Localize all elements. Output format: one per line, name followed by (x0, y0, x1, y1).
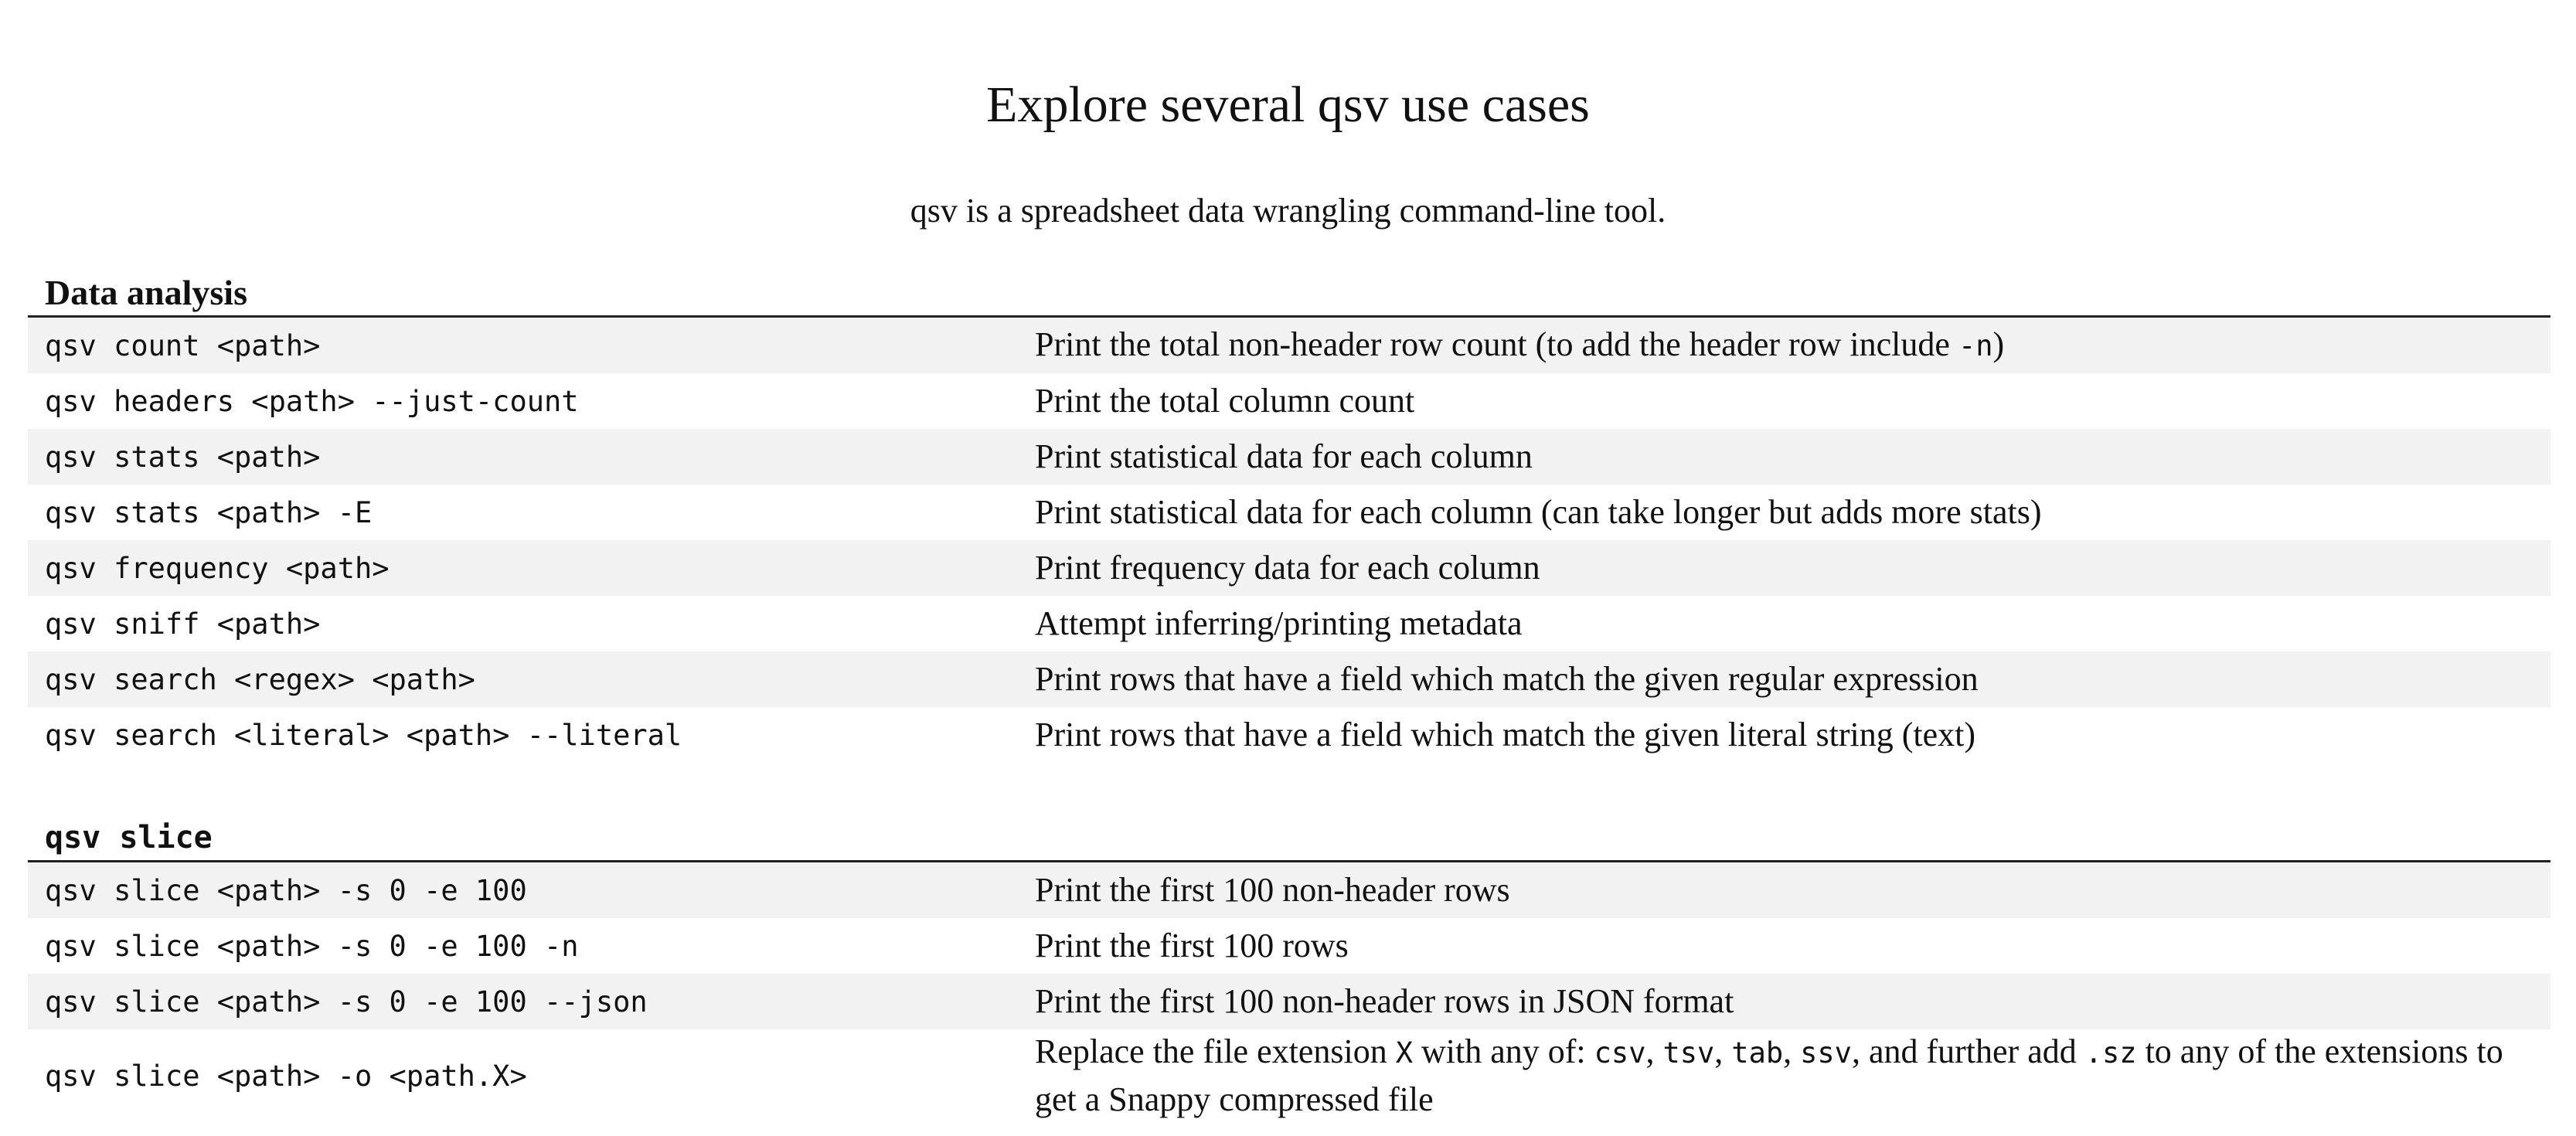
inline-code: tab (1731, 1036, 1784, 1070)
command-cell: qsv frequency <path> (45, 551, 390, 585)
inline-code: -n (1958, 329, 1993, 362)
inline-code: ssv (1800, 1036, 1852, 1070)
table-row (28, 373, 2550, 429)
command-cell: qsv stats <path> -E (45, 495, 373, 529)
table-row (28, 596, 2550, 651)
description-cell (1035, 1029, 2550, 1123)
command-cell: qsv slice <path> -o <path.X> (45, 1059, 527, 1093)
table-row (28, 918, 2550, 974)
table-row (28, 1029, 2550, 1122)
description-text: , (1783, 1032, 1801, 1070)
command-cell: qsv slice <path> -s 0 -e 100 (45, 873, 527, 907)
qsv-slice-section (28, 815, 2550, 1122)
section-heading-data-analysis: Data analysis (28, 270, 2550, 318)
command-cell: qsv search <regex> <path> (45, 662, 475, 696)
description-cell: Print frequency data for each column (1035, 549, 1540, 587)
description-cell: Print the first 100 rows (1035, 927, 1349, 964)
table-row (28, 651, 2550, 707)
command-cell: qsv count <path> (45, 328, 321, 362)
description-cell: Print the first 100 non-header rows in JSON format (1035, 982, 1734, 1020)
table-row (28, 318, 2550, 373)
description-cell: Print statistical data for each column (can take longer but adds more stats) (1035, 493, 2042, 531)
description-text: Replace the file extension (1035, 1032, 1396, 1070)
table-row (28, 540, 2550, 596)
description-cell: Print rows that have a field which match the given literal string (text) (1035, 716, 1975, 753)
page-subtitle: qsv is a spreadsheet data wrangling command-line tool. (910, 192, 1666, 230)
table-row (28, 862, 2550, 918)
inline-code: .sz (2084, 1036, 2137, 1070)
description-cell (1035, 321, 2550, 369)
command-cell: qsv headers <path> --just-count (45, 384, 579, 418)
page-title: Explore several qsv use cases (986, 77, 1590, 133)
inline-code: csv (1594, 1036, 1646, 1070)
table-row (28, 707, 2550, 763)
description-text: , and further add (1851, 1032, 2085, 1070)
section-heading-qsv-slice: qsv slice (28, 815, 2550, 862)
description-cell: Print statistical data for each column (1035, 437, 1533, 475)
description-text: to any of the extensions to get a Snappy compressed file (1035, 1032, 2503, 1118)
description-text: , (1714, 1032, 1732, 1070)
description-text: with any of: (1413, 1032, 1594, 1070)
inline-code: tsv (1662, 1036, 1715, 1070)
table-row (28, 429, 2550, 485)
description-cell: Attempt inferring/printing metadata (1035, 604, 1523, 642)
command-cell: qsv sniff <path> (45, 607, 321, 641)
data-analysis-section (28, 270, 2550, 763)
description-text: ) (1992, 325, 2005, 363)
description-cell: Print the first 100 non-header rows (1035, 871, 1510, 909)
command-cell: qsv slice <path> -s 0 -e 100 -n (45, 929, 579, 963)
command-cell: qsv search <literal> <path> --literal (45, 718, 682, 752)
command-cell: qsv stats <path> (45, 440, 321, 474)
table-row (28, 974, 2550, 1029)
inline-code: X (1395, 1036, 1413, 1070)
description-cell: Print the total column count (1035, 382, 1415, 420)
table-row (28, 485, 2550, 540)
description-text: , (1645, 1032, 1663, 1070)
description-cell: Print rows that have a field which match the given regular expression (1035, 660, 1979, 698)
description-text: Print the total non-header row count (to add the header row include (1035, 325, 1958, 363)
command-cell: qsv slice <path> -s 0 -e 100 --json (45, 985, 648, 1019)
